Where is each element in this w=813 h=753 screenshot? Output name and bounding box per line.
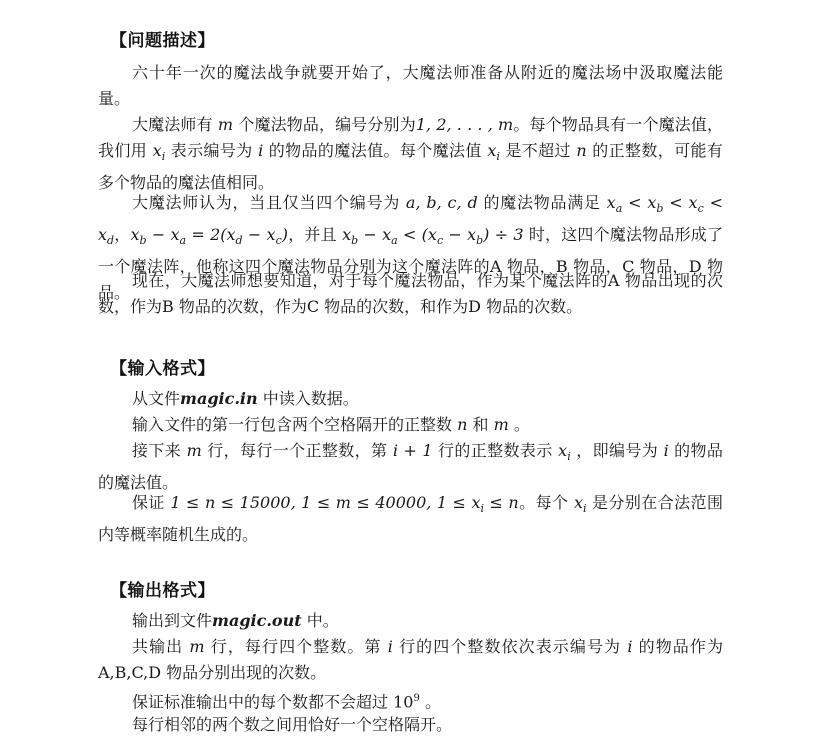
- input-p3-m: m: [186, 441, 202, 460]
- output-paragraph-1: [98, 608, 723, 634]
- problem-p4-text: 现在，大魔法师想要知道，对于每个魔法物品，作为某个魔法阵的A 物品出现的次数，作为B 物品的次数，作为C 物品的次数，和作为D 物品的次数。: [98, 271, 723, 316]
- p2-i: i: [258, 141, 264, 160]
- input-p3-i: i: [663, 441, 669, 460]
- p3-eq: $x_b - x_a = 2(x_d - x_c)$: [130, 225, 288, 248]
- input-p2-m: m: [493, 415, 509, 434]
- input-p1-post: 中读入数据。: [262, 389, 359, 408]
- output-format-heading: 【输出格式】: [110, 581, 215, 601]
- output-paragraph-2: 共输出 m 行，每行四个整数。第 i 行的四个整数依次表示编号为 i 的物品作为A,B,C,D 物品分别出现的次数。: [98, 637, 723, 682]
- input-p3-i1: i + 1: [392, 441, 433, 460]
- p2-xi: x: [152, 141, 162, 160]
- input-p2-end: 。: [513, 415, 530, 434]
- output-p2-mid: 行，每行四个整数。第: [210, 637, 382, 656]
- output-p2-i: i: [387, 637, 393, 656]
- p2-post4: 是不超过: [505, 141, 571, 160]
- p2-post2: 表示编号为: [170, 141, 253, 160]
- problem-paragraph-2: 大魔法师有 m 个魔法物品，编号分别为1, 2, . . . , m。每个物品具有一个魔法值，我们用 $x_i$ 表示编号为 i 的物品的魔法值。每个魔法值 $x_i$ 是不超过 n 的正整数，可能有多个物品的魔法值相同。: [98, 115, 723, 193]
- input-p3-mid2: 行的正整数表示: [438, 441, 553, 460]
- input-p4-post: 是分别在合法范围内等概率随机生成的。: [98, 493, 723, 545]
- input-p4-cond2: ≤ n: [484, 493, 519, 512]
- input-p3-sub: i: [567, 450, 571, 464]
- p2-seq: 1, 2, . . . , m: [415, 115, 514, 134]
- input-p2-and: 和: [472, 415, 489, 434]
- p3-ineq: $x_a < x_b < x_c < x_d$: [98, 193, 723, 248]
- p3-abcd: a, b, c, d: [405, 193, 478, 212]
- input-p3-mid3: ，即编号为: [576, 441, 659, 460]
- p3-ineq2: $x_b - x_a < (x_c - x_b) \div 3$: [342, 225, 524, 248]
- input-p4-pre: 保证: [132, 493, 165, 512]
- output-p3-base: 10: [393, 692, 414, 712]
- output-p3-exp: 9: [413, 693, 420, 704]
- p2-mid: 个魔法物品，编号分别为: [238, 115, 416, 134]
- output-p4-text: 每行相邻的两个数之间用恰好一个空格隔开。: [132, 715, 453, 734]
- output-filename: magic.out: [212, 611, 302, 630]
- input-p4-cond: 1 ≤ n ≤ 15000, 1 ≤ m ≤ 40000, 1 ≤ x: [170, 493, 481, 512]
- input-p2-text: 输入文件的第一行包含两个空格隔开的正整数: [132, 415, 453, 434]
- input-p2-n: n: [457, 415, 468, 434]
- input-filename: magic.in: [180, 389, 258, 408]
- problem-p1-text: 六十年一次的魔法战争就要开始了，大魔法师准备从附近的魔法场中汲取魔法能量。: [98, 63, 723, 108]
- output-p2-post: 的物品作为A,B,C,D 物品分别出现的次数。: [98, 637, 723, 682]
- problem-description-heading: 【问题描述】: [110, 31, 215, 51]
- output-paragraph-4: [98, 712, 723, 738]
- p3-pre: 大魔法师认为，当且仅当四个编号为: [132, 193, 401, 212]
- output-p3-post: 。: [424, 692, 441, 712]
- p2-post3: 的物品的魔法值。每个魔法值: [268, 141, 482, 160]
- problem-paragraph-1: [98, 60, 723, 112]
- input-p4-sub: i: [480, 502, 485, 516]
- input-p4-x: x: [573, 493, 583, 512]
- input-paragraph-4: 保证 1 ≤ n ≤ 15000, 1 ≤ m ≤ 40000, $1 \le x_i \le n$。每个 $x_i$ 是分别在合法范围内等概率随机生成的。: [98, 493, 723, 545]
- input-p3-pre: 接下来: [132, 441, 182, 460]
- input-paragraph-1: [98, 386, 723, 412]
- problem-paragraph-4: [98, 268, 723, 320]
- input-p3-post: 的物品的魔法值。: [98, 441, 723, 493]
- problem-paragraph-3: 大魔法师认为，当且仅当四个编号为 a, b, c, d 的魔法物品满足 $x_a < x_b < x_c < x_d$，$x_b - x_a = 2(x_d - x_c)$，并且 $x_b - x_a < (x_c - x_b) \div 3$ 时，这四个魔法物品形成了一个魔法阵，他称这四个魔法物品分别为这个魔法阵的A 物品，B 物品，C 物品，D 物品。: [98, 193, 723, 303]
- output-p2-pre: 共输出: [132, 637, 184, 656]
- output-paragraph-3: [98, 686, 723, 715]
- output-p1-pre: 输出到文件: [132, 611, 213, 630]
- p2-pre: 大魔法师有: [132, 115, 213, 134]
- input-p4-mid: 。每个: [518, 493, 569, 512]
- output-p3-pre: 保证标准输出中的每个数都不会超过: [132, 692, 389, 712]
- output-p1-post: 中。: [306, 611, 339, 630]
- input-paragraph-3: [98, 438, 723, 496]
- p2-n: n: [576, 141, 587, 160]
- input-format-heading: 【输入格式】: [110, 359, 215, 379]
- p3-post: 时，这四个魔法物品形成了一个魔法阵，他称这四个魔法物品分别为这个魔法阵的A 物品，B 物品，C 物品，D 物品。: [98, 225, 723, 303]
- p2-post5: 的正整数，可能有多个物品的魔法值相同。: [98, 141, 723, 193]
- input-p1-pre: 从文件: [132, 389, 181, 408]
- output-p2-mid2: 行的四个整数依次表示编号为: [399, 637, 622, 656]
- p2-post: 。每个物品具有一个魔法值，我们用: [98, 115, 723, 160]
- p2-m: m: [217, 115, 234, 134]
- p3-mid: 的魔法物品满足: [483, 193, 601, 212]
- input-paragraph-2: [98, 412, 723, 438]
- input-p3-x: x: [558, 441, 568, 460]
- p3-and: ，并且: [288, 225, 337, 245]
- output-p2-m: m: [189, 637, 205, 656]
- input-p3-mid: 行，每行一个正整数，第: [207, 441, 388, 460]
- p2-xi-sub: i: [161, 150, 166, 164]
